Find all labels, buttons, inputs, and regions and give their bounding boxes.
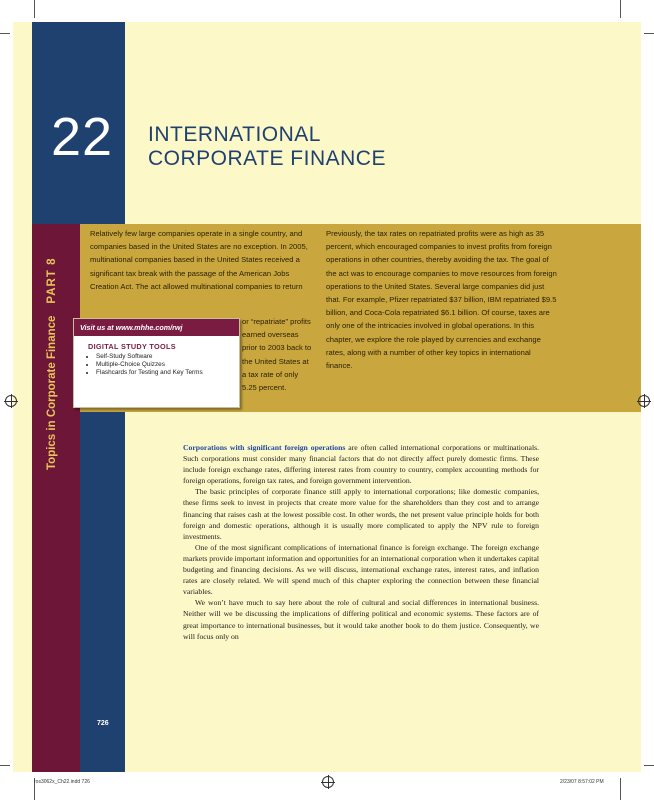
intro-column-1: Relatively few large companies operate in a single country, and companies based in the United States are no exception. In 2005, multinational companies based in the United States received a significant tax break with the passage of the American Jobs Creation Act. The act allowed multinational companies to return — [90, 229, 308, 291]
body-paragraph: The basic principles of corporate finance still apply to international corporations; like domestic companies, these firms seek to invest in projects that create more value for the shareholders than they cost and to arrange financing that raises cash at the lowest possible cost. In other words, the net present value principle holds for both foreign and domestic operations, although it is usually more complicated to apply the NPV rule to foreign investments. — [183, 487, 539, 541]
paragraph-text: are often called international corporations or multinationals. Such corporations must consider many financial factors that do not directly affect purely domestic firms. These include foreign exchange rates, differing interest rates from country to country, complex accounting methods for foreign operations, foreign tax rates, and foreign government intervention. — [183, 443, 540, 486]
sidebar-vertical-label — [42, 258, 60, 470]
website-link[interactable]: Visit us at www.mhhe.com/rwj — [74, 319, 239, 336]
registration-mark-icon — [638, 395, 650, 407]
crop-mark — [0, 33, 10, 34]
chapter-title-line: INTERNATIONAL — [148, 123, 321, 146]
registration-mark-icon — [322, 776, 334, 788]
print-slug-left: ros3062x_Ch22.indd 726 — [34, 779, 90, 785]
crop-mark — [644, 765, 654, 766]
chapter-title-line: CORPORATE FINANCE — [148, 147, 386, 170]
digital-tools-list — [74, 353, 239, 377]
intro-column-2: Previously, the tax rates on repatriated profits were as high as 35 percent, which encouraged companies to invest profits from foreign operations in other countries, thereby avoiding the tax. The goal of the act was to encourage companies to move resources from foreign operations to the United States. Several large companies did just that. For example, Pfizer repatriated $37 billion, IBM repatriated $9.5 billion, and Coca-Cola repatriated $6.1 billion. Of course, taxes are only one of the intricacies involved in global operations. In this chapter, we explore the role played by currencies and exchange rates, along with a number of other key topics in international finance. — [326, 229, 557, 371]
part-topic-label: Topics in Corporate Finance — [46, 315, 58, 470]
crop-mark — [620, 778, 621, 800]
digital-tools-title: DIGITAL STUDY TOOLS — [88, 342, 176, 351]
part-number-label: PART 8 — [46, 257, 58, 304]
body-text — [183, 442, 539, 642]
lower-blue-band — [80, 412, 125, 772]
list-item: • Multiple-Choice Quizzes — [96, 361, 239, 369]
chapter-title — [148, 123, 386, 171]
body-paragraph: One of the most significant complications of international finance is foreign exchange. The foreign exchange markets provide important information and opportunities for an international corporation when it undertakes capital budgeting and financing decisions. As we will discuss, international exchange rates, interest rates, and inflation rates are closely related. We will spend much of this chapter exploring the connection between these financial variables. — [183, 542, 539, 597]
print-slug-right: 2/23/07 8:57:02 PM — [560, 779, 604, 785]
body-paragraph: We won’t have much to say here about the role of cultural and social differences in international business. Neither will we be discussing the implications of differing political and economic systems. These factors are of great importance to international businesses, but it would take another book to do them justice. Consequently, we will focus only on — [183, 598, 539, 641]
registration-mark-icon — [5, 395, 17, 407]
key-term: Corporations with significant foreign operations — [183, 443, 346, 452]
chapter-number: 22 — [51, 107, 114, 167]
crop-mark — [34, 0, 35, 18]
intro-column-1-continued: or “repatriate” profits earned overseas prior to 2003 back to the United States at a tax rate of only 5.25 percent. — [242, 317, 312, 393]
page-number: 726 — [97, 720, 109, 727]
crop-mark — [0, 765, 10, 766]
digital-tools-box — [73, 318, 240, 408]
crop-mark — [644, 33, 654, 34]
crop-mark — [620, 0, 621, 18]
body-paragraph — [183, 442, 539, 486]
list-item: • Flashcards for Testing and Key Terms — [96, 369, 239, 377]
list-item: • Self-Study Software — [96, 353, 239, 361]
